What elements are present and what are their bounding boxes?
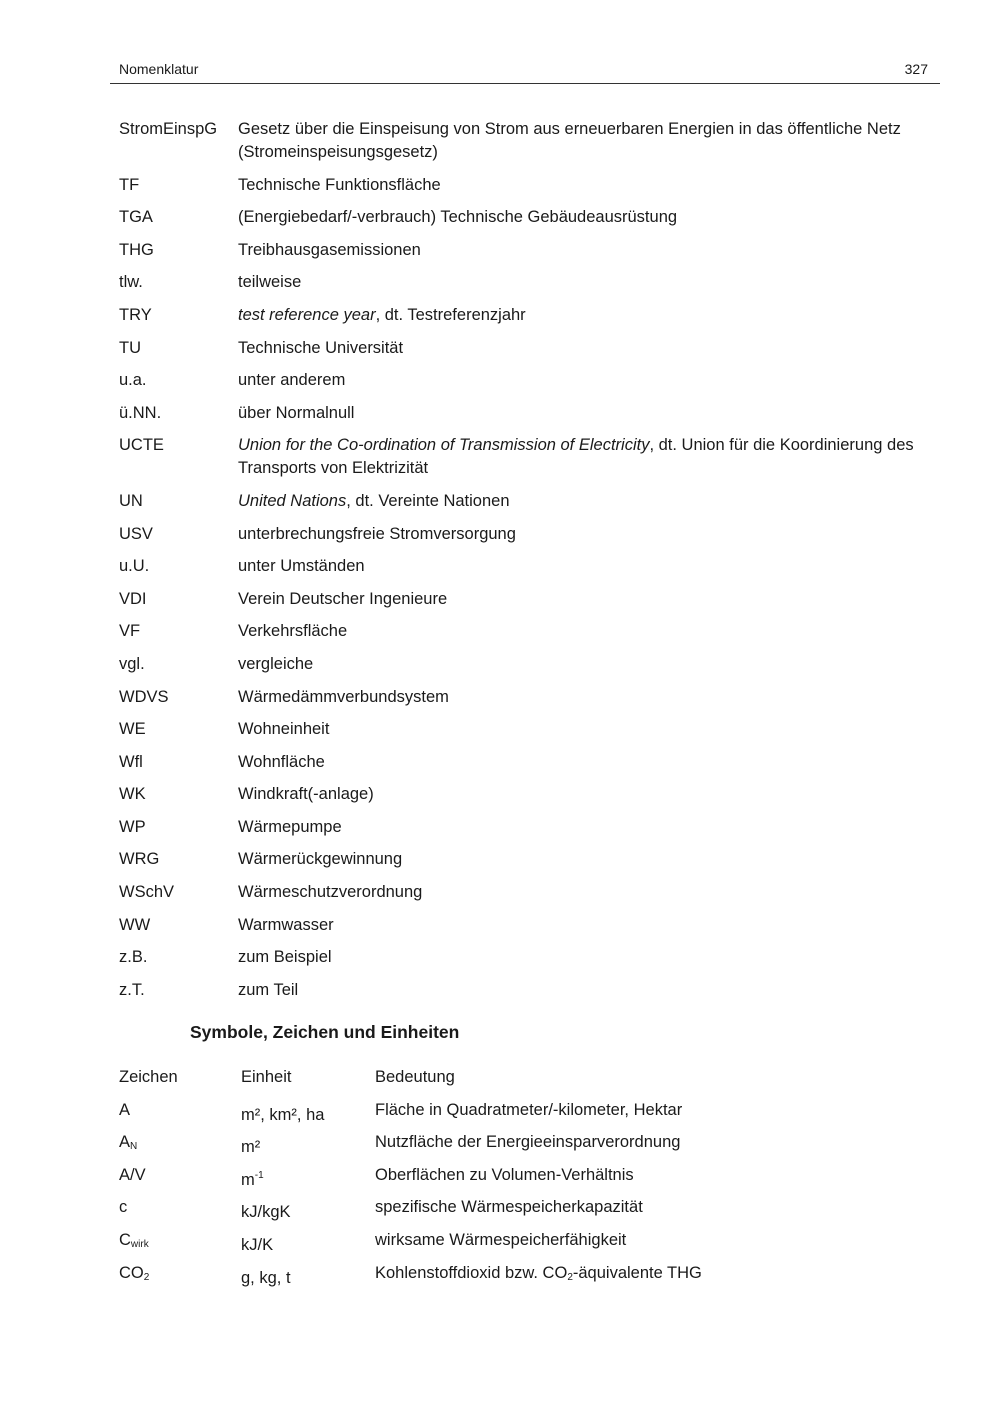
abbreviation-row bbox=[119, 271, 919, 294]
abbreviation-row bbox=[119, 337, 919, 360]
abbreviation-row bbox=[119, 304, 919, 327]
abbreviation-row bbox=[119, 979, 919, 1002]
meaning-subscript: 2 bbox=[567, 1271, 573, 1283]
column-header-meaning: Bedeutung bbox=[375, 1068, 455, 1086]
definition-italic-term: Union for the Co-ordination of Transmission of Electricity bbox=[238, 436, 650, 455]
symbol-row bbox=[119, 1262, 919, 1295]
abbreviation-definition bbox=[238, 848, 919, 871]
definition-text: Wärmeschutzverordnung bbox=[238, 883, 423, 902]
abbreviation-row bbox=[119, 751, 919, 774]
meaning-text: wirksame Wärmespeicherfähigkeit bbox=[375, 1230, 627, 1249]
unit-text: kJ/K bbox=[241, 1235, 274, 1254]
abbreviation-row bbox=[119, 588, 919, 611]
definition-text: Treibhausgasemissionen bbox=[238, 240, 421, 259]
symbol-cell bbox=[119, 1196, 241, 1229]
abbreviation-term: UCTE bbox=[119, 436, 164, 455]
meaning-text: Fläche in Quadratmeter/-kilometer, Hektar bbox=[375, 1100, 683, 1119]
abbreviation-definition bbox=[238, 337, 919, 360]
abbreviation-row bbox=[119, 653, 919, 676]
symbol-row bbox=[119, 1229, 919, 1262]
abbreviation-row bbox=[119, 620, 919, 643]
symbol-text: CO bbox=[119, 1263, 144, 1282]
definition-text: teilweise bbox=[238, 273, 302, 292]
abbreviation-term: THG bbox=[119, 240, 154, 259]
abbreviation-row bbox=[119, 816, 919, 839]
definition-text: Verkehrsfläche bbox=[238, 622, 348, 641]
unit-cell bbox=[241, 1229, 375, 1262]
abbreviation-term: WE bbox=[119, 720, 146, 739]
unit-text: kJ/kgK bbox=[241, 1203, 291, 1222]
definition-italic-term: United Nations bbox=[238, 491, 347, 510]
symbol-row bbox=[119, 1099, 919, 1132]
abbreviation-definition bbox=[238, 783, 919, 806]
definition-text: , dt. Testreferenzjahr bbox=[375, 305, 526, 324]
abbreviation-definition bbox=[238, 588, 919, 611]
unit-text: m², km², ha bbox=[241, 1105, 325, 1124]
unit-cell bbox=[241, 1196, 375, 1229]
abbreviation-row bbox=[119, 555, 919, 578]
abbreviation-term: StromEinspG bbox=[119, 120, 218, 138]
column-header-symbol: Zeichen bbox=[119, 1068, 178, 1086]
abbreviation-row bbox=[119, 523, 919, 546]
definition-text: Wärmerückgewinnung bbox=[238, 850, 403, 869]
abbreviation-definition bbox=[238, 118, 919, 164]
abbreviation-definition bbox=[238, 620, 919, 643]
abbreviation-row bbox=[119, 490, 919, 513]
meaning-cell bbox=[375, 1131, 919, 1164]
meaning-text: Kohlenstoffdioxid bzw. CO bbox=[375, 1263, 568, 1282]
definition-text: Windkraft(-anlage) bbox=[238, 785, 374, 804]
abbreviation-row bbox=[119, 783, 919, 806]
abbreviation-definition bbox=[238, 239, 919, 262]
definition-text: , dt. Vereinte Nationen bbox=[346, 491, 510, 510]
unit-cell bbox=[241, 1164, 375, 1197]
symbol-text: A bbox=[119, 1100, 131, 1119]
symbol-cell bbox=[119, 1099, 241, 1132]
abbreviation-term: u.U. bbox=[119, 557, 150, 576]
abbreviation-term: vgl. bbox=[119, 654, 145, 673]
definition-text: vergleiche bbox=[238, 654, 314, 673]
abbreviation-term: VDI bbox=[119, 589, 147, 608]
meaning-text: Oberflächen zu Volumen-Verhältnis bbox=[375, 1165, 634, 1184]
symbol-text: C bbox=[119, 1230, 131, 1249]
abbreviation-definition bbox=[238, 914, 919, 937]
definition-text: , dt. Union für die Koordinierung des Transports von Elektrizität bbox=[238, 436, 914, 478]
symbols-table-body bbox=[119, 1099, 919, 1295]
meaning-cell bbox=[375, 1229, 919, 1262]
abbreviation-row bbox=[119, 402, 919, 425]
column-header-unit: Einheit bbox=[241, 1068, 292, 1086]
abbreviation-term: Wfl bbox=[119, 752, 143, 771]
meaning-cell bbox=[375, 1099, 919, 1132]
abbreviation-definition bbox=[238, 555, 919, 578]
abbreviation-definition bbox=[238, 718, 919, 741]
symbol-text: c bbox=[119, 1198, 128, 1217]
meaning-text: spezifische Wärmespeicherkapazität bbox=[375, 1198, 643, 1217]
definition-text: Wohneinheit bbox=[238, 720, 330, 739]
header-section-title: Nomenklatur bbox=[119, 61, 199, 77]
abbreviation-list bbox=[119, 118, 919, 1011]
abbreviation-definition bbox=[238, 686, 919, 709]
definition-text: Wohnfläche bbox=[238, 752, 325, 771]
unit-cell bbox=[241, 1262, 375, 1295]
abbreviation-term: TGA bbox=[119, 208, 153, 227]
abbreviation-row bbox=[119, 686, 919, 709]
abbreviation-term: VF bbox=[119, 622, 141, 641]
abbreviation-definition bbox=[238, 816, 919, 839]
abbreviation-definition bbox=[238, 490, 919, 513]
definition-text: zum Beispiel bbox=[238, 948, 332, 967]
abbreviation-row bbox=[119, 174, 919, 197]
abbreviation-definition bbox=[238, 979, 919, 1002]
symbol-cell bbox=[119, 1262, 241, 1295]
definition-text: über Normalnull bbox=[238, 403, 355, 422]
abbreviation-term: WDVS bbox=[119, 687, 169, 706]
running-header bbox=[110, 58, 940, 84]
abbreviation-term: TF bbox=[119, 175, 140, 194]
symbol-subscript: wirk bbox=[130, 1238, 149, 1250]
abbreviation-row bbox=[119, 434, 919, 480]
meaning-text: Nutzfläche der Energieeinsparverordnung bbox=[375, 1133, 681, 1152]
abbreviation-term: USV bbox=[119, 524, 153, 543]
abbreviation-definition bbox=[238, 304, 919, 327]
definition-italic-term: test reference year bbox=[238, 305, 376, 324]
symbol-cell bbox=[119, 1131, 241, 1164]
unit-text: m bbox=[241, 1170, 255, 1189]
definition-text: Warmwasser bbox=[238, 915, 334, 934]
definition-text: Technische Funktionsfläche bbox=[238, 175, 441, 194]
symbols-table-header bbox=[119, 1066, 919, 1099]
definition-text: Gesetz über die Einspeisung von Strom aus erneuerbaren Energien in das öffentliche Netz (Stromeinspeisungsgesetz) bbox=[238, 120, 901, 161]
abbreviation-term: WRG bbox=[119, 850, 160, 869]
abbreviation-row bbox=[119, 881, 919, 904]
abbreviation-term: WSchV bbox=[119, 883, 175, 902]
abbreviation-definition bbox=[238, 653, 919, 676]
symbol-cell bbox=[119, 1164, 241, 1197]
abbreviation-term: TRY bbox=[119, 305, 152, 324]
symbol-row bbox=[119, 1131, 919, 1164]
definition-text: zum Teil bbox=[238, 980, 299, 999]
unit-cell bbox=[241, 1131, 375, 1164]
meaning-cell bbox=[375, 1262, 919, 1295]
unit-cell bbox=[241, 1099, 375, 1132]
definition-text: Technische Universität bbox=[238, 338, 404, 357]
page-number: 327 bbox=[904, 61, 928, 77]
abbreviation-term: u.a. bbox=[119, 371, 147, 390]
abbreviation-term: z.B. bbox=[119, 948, 148, 967]
abbreviation-definition bbox=[238, 174, 919, 197]
abbreviation-definition bbox=[238, 369, 919, 392]
definition-text: unter anderem bbox=[238, 371, 346, 390]
meaning-tail: -äquivalente THG bbox=[572, 1263, 702, 1282]
abbreviation-row bbox=[119, 369, 919, 392]
abbreviation-term: WP bbox=[119, 817, 146, 836]
section-heading: Symbole, Zeichen und Einheiten bbox=[190, 1022, 460, 1042]
meaning-cell bbox=[375, 1196, 919, 1229]
abbreviation-row bbox=[119, 118, 919, 164]
abbreviation-row bbox=[119, 239, 919, 262]
abbreviation-definition bbox=[238, 881, 919, 904]
symbol-subscript: 2 bbox=[143, 1271, 150, 1283]
abbreviation-definition bbox=[238, 523, 919, 546]
abbreviation-definition bbox=[238, 402, 919, 425]
definition-text: Wärmepumpe bbox=[238, 817, 342, 836]
symbol-row bbox=[119, 1164, 919, 1197]
definition-text: Verein Deutscher Ingenieure bbox=[238, 589, 448, 608]
unit-text: m² bbox=[241, 1138, 261, 1157]
definition-text: unter Umständen bbox=[238, 557, 365, 576]
abbreviation-term: WK bbox=[119, 785, 146, 804]
abbreviation-term: WW bbox=[119, 915, 151, 934]
symbol-cell bbox=[119, 1229, 241, 1262]
abbreviation-term: UN bbox=[119, 491, 143, 510]
abbreviation-definition bbox=[238, 434, 919, 480]
definition-text: unterbrechungsfreie Stromversorgung bbox=[238, 524, 516, 543]
symbols-table bbox=[119, 1066, 919, 1294]
unit-superscript: -1 bbox=[254, 1169, 264, 1181]
unit-text: g, kg, t bbox=[241, 1268, 291, 1287]
meaning-cell bbox=[375, 1164, 919, 1197]
abbreviation-row bbox=[119, 914, 919, 937]
abbreviation-definition bbox=[238, 206, 919, 229]
symbol-text: A bbox=[119, 1133, 131, 1152]
abbreviation-term: z.T. bbox=[119, 980, 145, 999]
abbreviation-definition bbox=[238, 946, 919, 969]
abbreviation-definition bbox=[238, 271, 919, 294]
symbol-subscript: N bbox=[130, 1141, 138, 1153]
symbol-text: A/V bbox=[119, 1165, 146, 1184]
abbreviation-definition bbox=[238, 751, 919, 774]
symbol-row bbox=[119, 1196, 919, 1229]
abbreviation-row bbox=[119, 848, 919, 871]
abbreviation-row bbox=[119, 946, 919, 969]
abbreviation-term: ü.NN. bbox=[119, 403, 162, 422]
abbreviation-term: tlw. bbox=[119, 273, 143, 292]
abbreviation-row bbox=[119, 718, 919, 741]
abbreviation-term: TU bbox=[119, 338, 141, 357]
definition-text: (Energiebedarf/-verbrauch) Technische Gebäudeausrüstung bbox=[238, 208, 678, 227]
definition-text: Wärmedämmverbundsystem bbox=[238, 687, 449, 706]
abbreviation-row bbox=[119, 206, 919, 229]
